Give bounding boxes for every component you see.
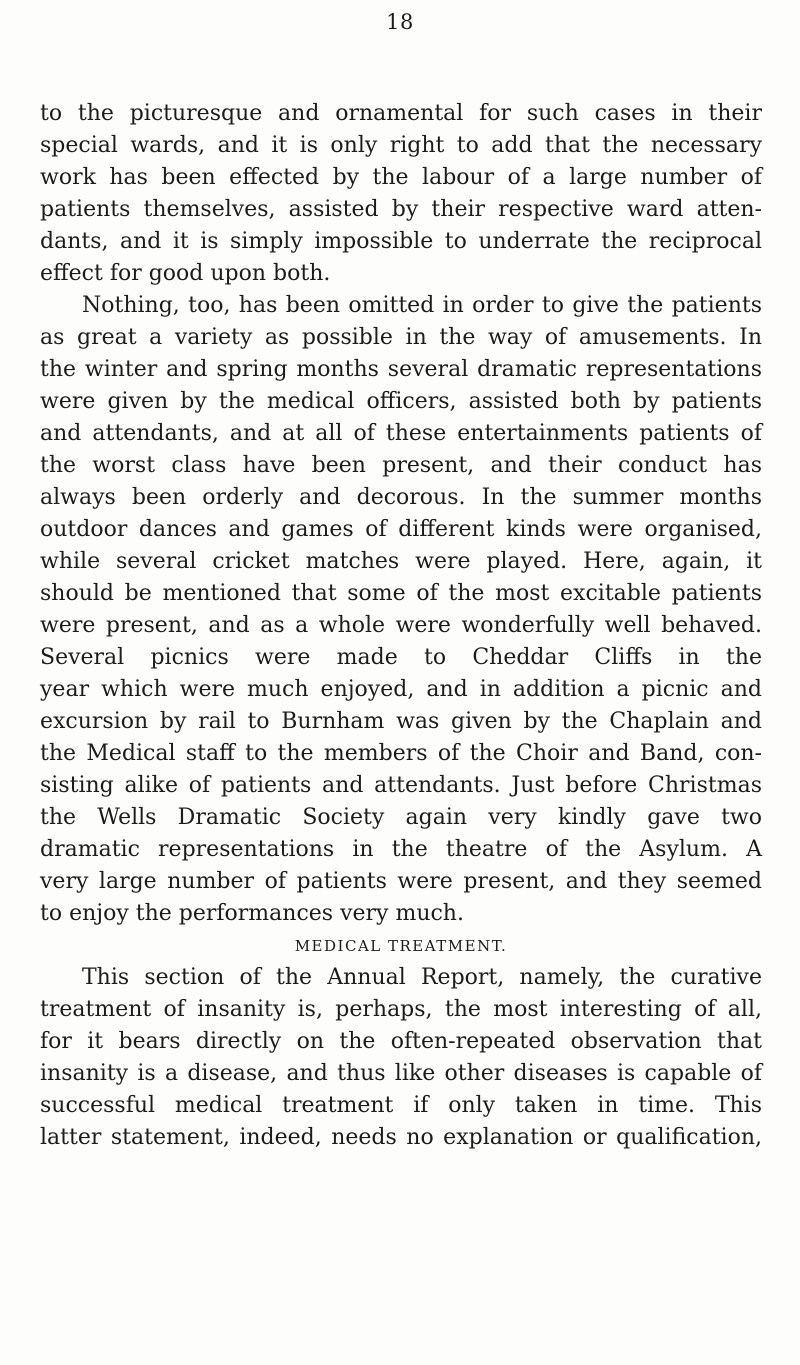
text-line: to enjoy the performances very much. <box>40 901 464 926</box>
text-line: sisting alike of patients and attendants. Just before Christmas <box>40 773 762 798</box>
text-line: as great a variety as possible in the way of amusements. In <box>40 325 762 350</box>
text-line: This section of the Annual Report, namely, the curative <box>82 965 762 990</box>
paragraph-3 <box>40 962 762 1154</box>
text-line: always been orderly and decorous. In the summer months <box>40 485 762 510</box>
section-heading: MEDICAL TREATMENT. <box>294 937 508 955</box>
body-text <box>40 98 762 1154</box>
text-line: insanity is a disease, and thus like other diseases is capable of <box>40 1061 762 1086</box>
text-line: the winter and spring months several dramatic representations <box>40 357 762 382</box>
text-line: work has been effected by the labour of a large number of <box>40 165 762 190</box>
text-line: effect for good upon both. <box>40 261 331 286</box>
text-line: for it bears directly on the often-repeated observation that <box>40 1029 762 1054</box>
text-line: were present, and as a whole were wonderfully well behaved. <box>40 613 762 638</box>
page-number: 18 <box>386 10 414 34</box>
paragraph-2 <box>40 290 762 930</box>
text-line: year which were much enjoyed, and in addition a picnic and <box>40 677 762 702</box>
paragraph-1 <box>40 98 762 290</box>
text-line: Several picnics were made to Cheddar Cliffs in the <box>40 645 762 670</box>
text-line: patients themselves, assisted by their respective ward atten- <box>40 197 762 222</box>
text-line: and attendants, and at all of these entertainments patients of <box>40 421 762 446</box>
text-line: excursion by rail to Burnham was given by the Chaplain and <box>40 709 762 734</box>
text-line: successful medical treatment if only taken in time. This <box>40 1093 762 1118</box>
text-line: were given by the medical officers, assisted both by patients <box>40 389 762 414</box>
text-line: dramatic representations in the theatre of the Asylum. A <box>40 837 762 862</box>
text-line: treatment of insanity is, perhaps, the most interesting of all, <box>40 997 762 1022</box>
text-line: special wards, and it is only right to add that the necessary <box>40 133 762 158</box>
text-line: the Medical staff to the members of the Choir and Band, con- <box>40 741 762 766</box>
text-line: to the picturesque and ornamental for such cases in their <box>40 101 762 126</box>
text-line: should be mentioned that some of the most excitable patients <box>40 581 762 606</box>
text-line: Nothing, too, has been omitted in order to give the patients <box>82 293 762 318</box>
text-line: very large number of patients were present, and they seemed <box>40 869 762 894</box>
text-line: while several cricket matches were played. Here, again, it <box>40 549 762 574</box>
text-line: the Wells Dramatic Society again very kindly gave two <box>40 805 762 830</box>
text-line: dants, and it is simply impossible to underrate the reciprocal <box>40 229 762 254</box>
text-line: outdoor dances and games of different kinds were organised, <box>40 517 762 542</box>
text-line: the worst class have been present, and their conduct has <box>40 453 762 478</box>
text-line: latter statement, indeed, needs no explanation or qualification, <box>40 1125 762 1150</box>
